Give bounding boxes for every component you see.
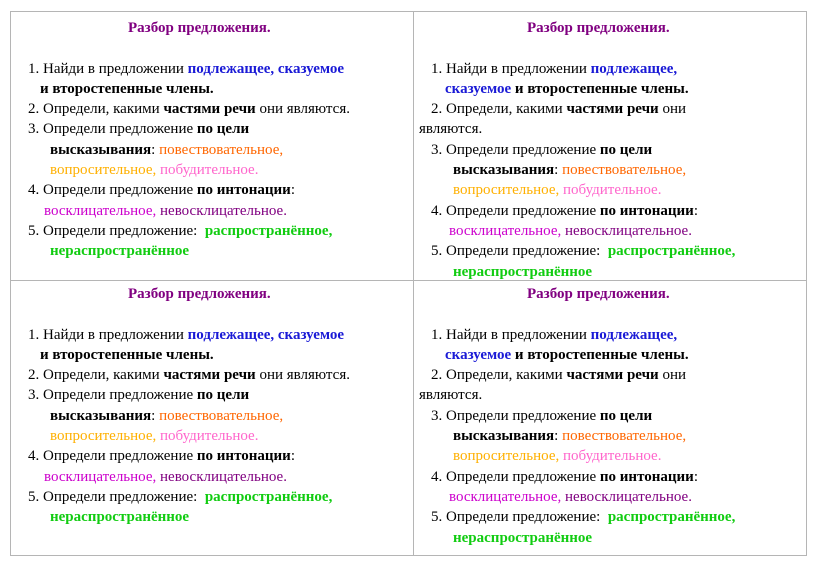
card-title: Разбор предложения. <box>527 20 670 36</box>
item-4: 4. Определи предложение по интонации: <box>431 202 698 219</box>
item-3: 3. Определи предложение по цели <box>28 387 250 404</box>
item-1: 1. Найди в предложении подлежащее, сказуемое <box>28 326 345 343</box>
item-2-cont: являются. <box>419 121 483 138</box>
item-4-options: восклицательное, невосклицательное. <box>449 488 692 505</box>
card-bottom-right <box>419 284 735 548</box>
item-5: 5. Определи предложение: распространённое, <box>28 222 333 239</box>
item-1-cont: и второстепенные члены. <box>40 80 214 97</box>
item-3-options: вопросительное, побудительное. <box>453 448 662 465</box>
item-4: 4. Определи предложение по интонации: <box>28 182 295 199</box>
item-3-options: вопросительное, побудительное. <box>50 428 259 445</box>
item-1: 1. Найди в предложении подлежащее, <box>431 60 678 77</box>
item-3-options: вопросительное, побудительное. <box>50 162 259 179</box>
item-1-cont: сказуемое и второстепенные члены. <box>445 80 689 97</box>
item-3: 3. Определи предложение по цели <box>28 121 250 138</box>
item-4-options: восклицательное, невосклицательное. <box>44 202 287 219</box>
item-4: 4. Определи предложение по интонации: <box>28 448 295 465</box>
item-5: 5. Определи предложение: распространённое, <box>431 509 736 526</box>
item-3: 3. Определи предложение по цели <box>431 407 653 424</box>
item-3-options: вопросительное, побудительное. <box>453 182 662 199</box>
item-2: 2. Определи, какими частями речи они <box>431 101 686 118</box>
item-3-cont: высказывания: повествовательное, <box>50 141 284 158</box>
item-3-cont: высказывания: повествовательное, <box>453 428 687 445</box>
item-4: 4. Определи предложение по интонации: <box>431 468 698 485</box>
item-5-cont: нераспространённое <box>453 529 593 546</box>
card-title: Разбор предложения. <box>128 286 271 302</box>
item-3-cont: высказывания: повествовательное, <box>453 162 687 179</box>
card-top-left <box>28 18 350 262</box>
item-5: 5. Определи предложение: распространённое, <box>28 488 333 505</box>
item-3-cont: высказывания: повествовательное, <box>50 407 284 424</box>
card-bottom-left <box>28 284 350 528</box>
item-5-cont: нераспространённое <box>50 243 190 260</box>
item-5-cont: нераспространённое <box>50 509 190 526</box>
card-title: Разбор предложения. <box>128 20 271 36</box>
card-title: Разбор предложения. <box>527 286 670 302</box>
item-2: 2. Определи, какими частями речи они являются. <box>28 101 350 118</box>
card-top-right <box>419 18 735 282</box>
item-1: 1. Найди в предложении подлежащее, <box>431 326 678 343</box>
item-5: 5. Определи предложение: распространённое, <box>431 243 736 260</box>
column-divider <box>413 12 414 555</box>
item-2: 2. Определи, какими частями речи они являются. <box>28 367 350 384</box>
item-4-options: восклицательное, невосклицательное. <box>449 222 692 239</box>
item-1: 1. Найди в предложении подлежащее, сказуемое <box>28 60 345 77</box>
item-1-cont: и второстепенные члены. <box>40 346 214 363</box>
item-2: 2. Определи, какими частями речи они <box>431 367 686 384</box>
item-2-cont: являются. <box>419 387 483 404</box>
item-3: 3. Определи предложение по цели <box>431 141 653 158</box>
item-4-options: восклицательное, невосклицательное. <box>44 468 287 485</box>
item-1-cont: сказуемое и второстепенные члены. <box>445 346 689 363</box>
item-5-cont: нераспространённое <box>453 263 593 280</box>
